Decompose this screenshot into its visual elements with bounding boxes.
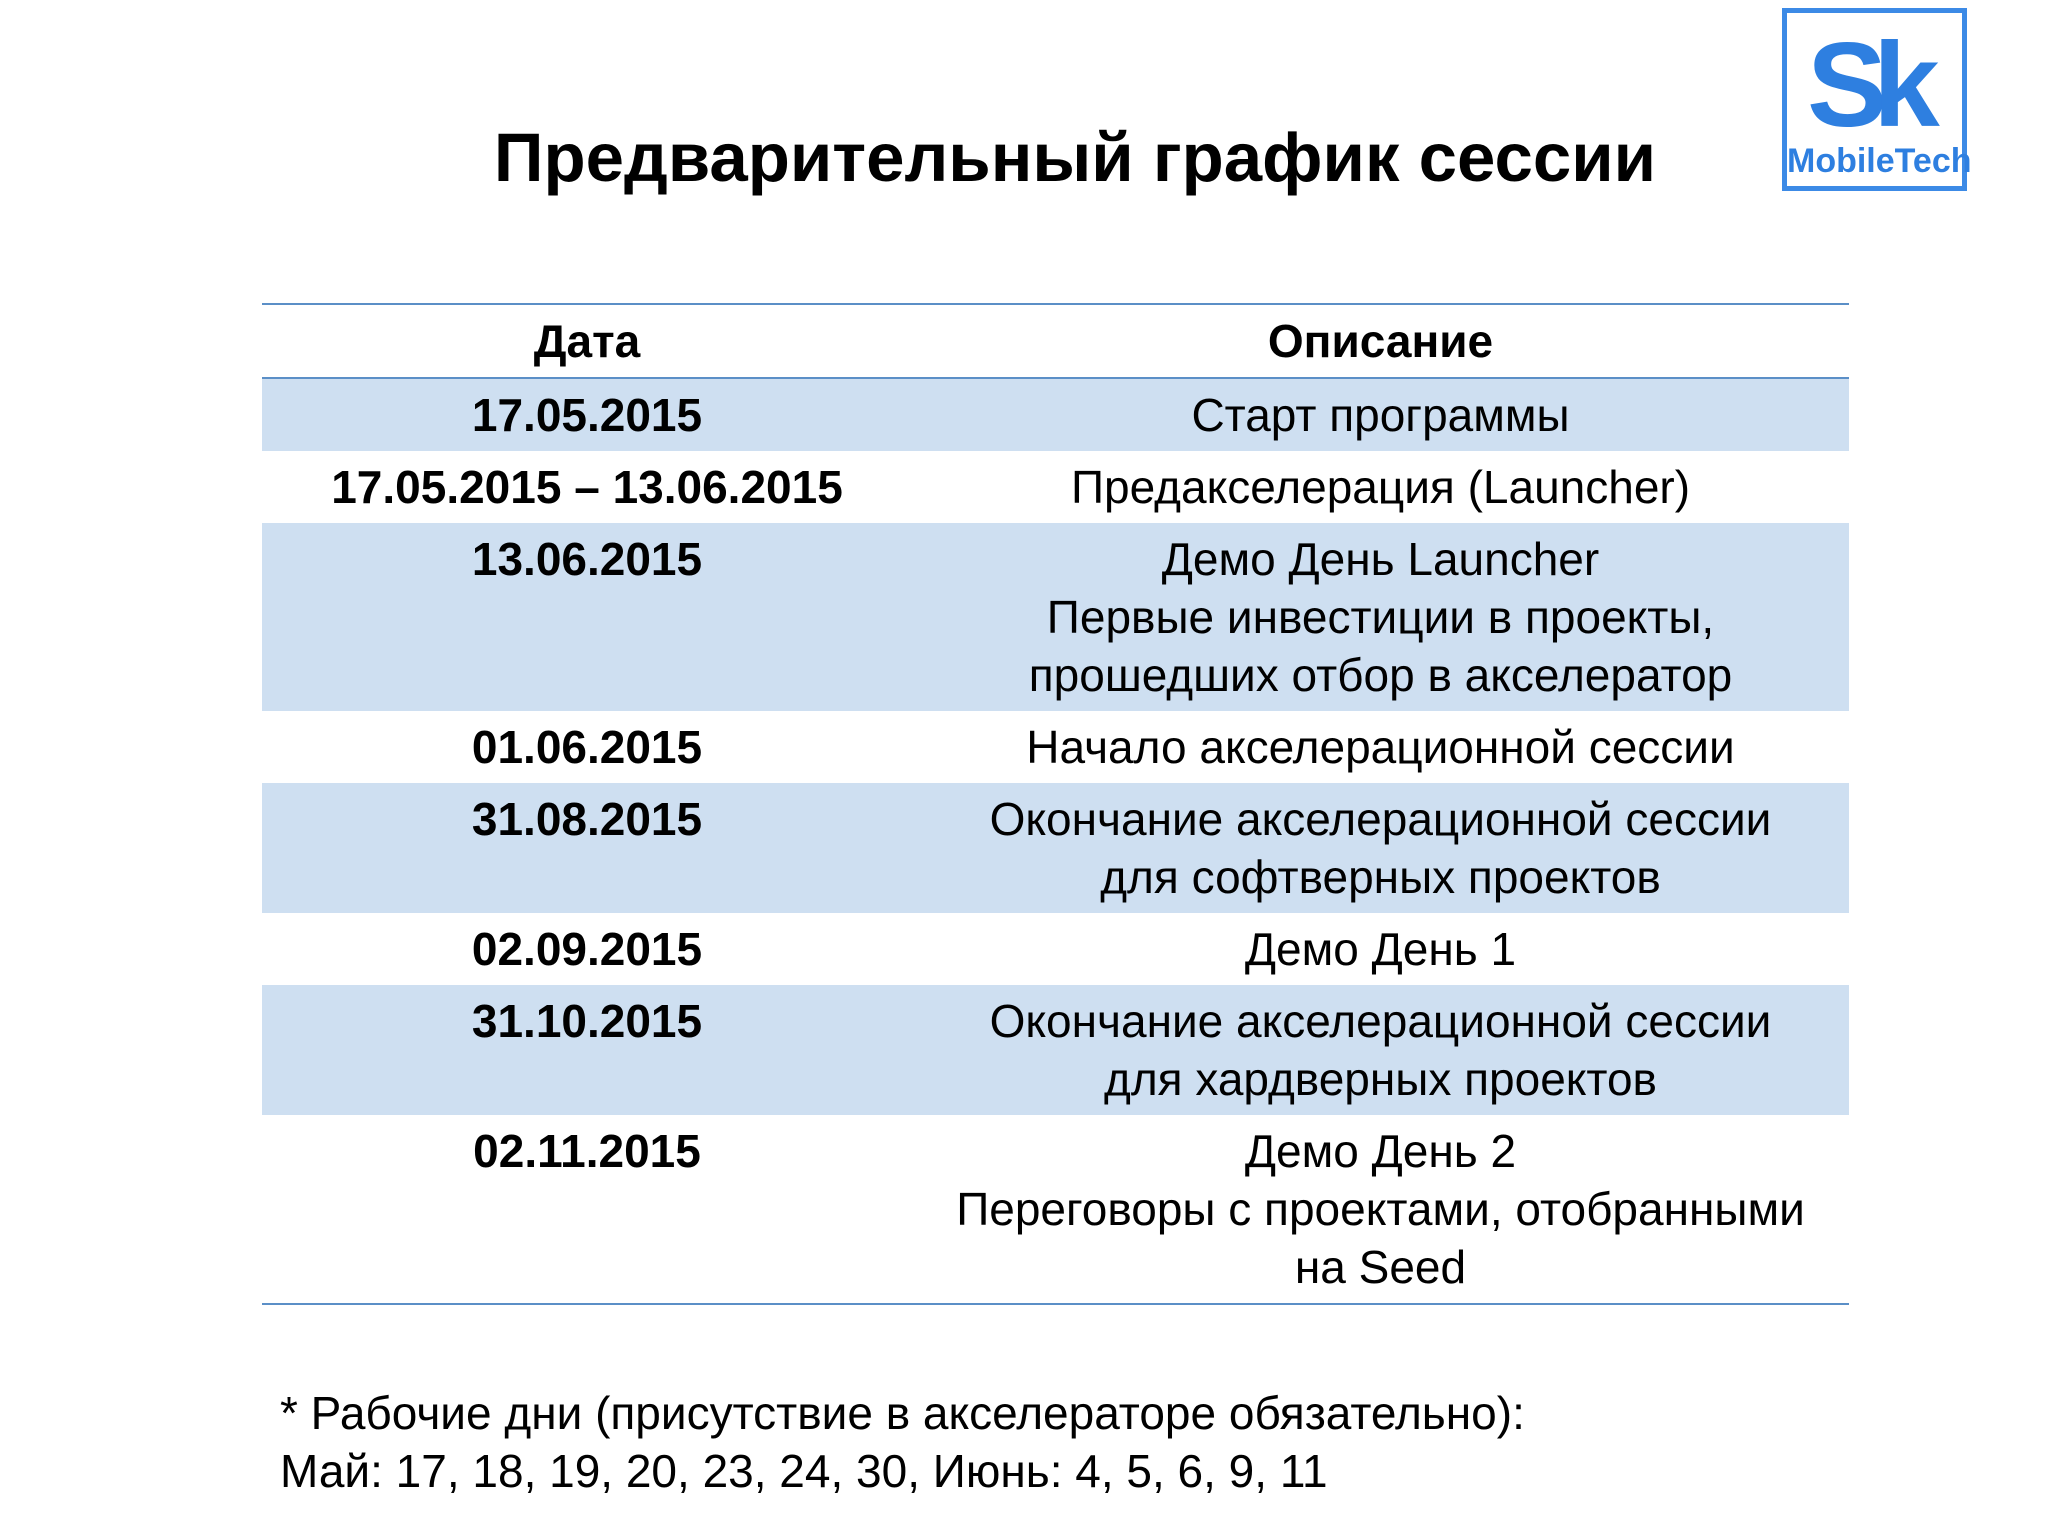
working-days-footnote bbox=[280, 1384, 1525, 1500]
row-description bbox=[912, 1115, 1849, 1304]
description-line: Переговоры с проектами, отобранными bbox=[956, 1183, 1805, 1235]
row-description bbox=[912, 378, 1849, 451]
description-line: прошедших отбор в акселератор bbox=[1028, 649, 1733, 701]
description-line: для хардверных проектов bbox=[1103, 1053, 1657, 1105]
row-date: 02.09.2015 bbox=[471, 923, 703, 975]
table-row bbox=[262, 985, 1849, 1115]
description-line: Окончание акселерационной сессии bbox=[989, 995, 1772, 1047]
description-line: Окончание акселерационной сессии bbox=[989, 793, 1772, 845]
description-line: Демо День 1 bbox=[1244, 923, 1517, 975]
table-row bbox=[262, 1115, 1849, 1304]
footnote-line-1: * Рабочие дни (присутствие в акселераторе обязательно): bbox=[280, 1387, 1525, 1439]
row-description bbox=[912, 451, 1849, 523]
table-header-row bbox=[262, 304, 1849, 378]
description-line: на Seed bbox=[1294, 1241, 1467, 1293]
row-date: 31.08.2015 bbox=[262, 783, 912, 913]
schedule-table bbox=[262, 303, 1849, 1305]
footnote-line-2: Май: 17, 18, 19, 20, 23, 24, 30, Июнь: 4, 5, 6, 9, 11 bbox=[280, 1445, 1328, 1497]
row-description bbox=[912, 913, 1849, 985]
row-description bbox=[912, 711, 1849, 783]
description-line: для софтверных проектов bbox=[1100, 851, 1661, 903]
description-line: Начало акселерационной сессии bbox=[1026, 721, 1735, 773]
row-date: 02.11.2015 bbox=[473, 1125, 701, 1177]
table-row bbox=[262, 378, 1849, 451]
row-description bbox=[912, 985, 1849, 1115]
header-description: Описание bbox=[1267, 315, 1494, 367]
slide-title: Предварительный график сессии bbox=[493, 119, 1657, 196]
description-line: Первые инвестиции в проекты, bbox=[1046, 591, 1715, 643]
row-date: 17.05.2015 bbox=[262, 378, 912, 451]
description-line: Предакселерация (Launcher) bbox=[1070, 461, 1691, 513]
table-row bbox=[262, 783, 1849, 913]
table-row bbox=[262, 711, 1849, 783]
table-row bbox=[262, 451, 1849, 523]
table-row bbox=[262, 913, 1849, 985]
description-line: Старт программы bbox=[1191, 389, 1570, 441]
row-date: 31.10.2015 bbox=[262, 985, 912, 1115]
sk-mobiletech-logo bbox=[1782, 8, 1972, 191]
logo-name: MobileTech bbox=[1787, 142, 1972, 180]
row-description bbox=[912, 523, 1849, 711]
table-row bbox=[262, 523, 1849, 711]
description-line: Демо День 2 bbox=[1244, 1125, 1517, 1177]
row-date: 17.05.2015 – 13.06.2015 bbox=[331, 461, 843, 513]
logo-mark: Sk bbox=[1807, 18, 1926, 152]
description-line: Демо День Launcher bbox=[1161, 533, 1600, 585]
row-date: 13.06.2015 bbox=[262, 523, 912, 711]
row-description bbox=[912, 783, 1849, 913]
row-date: 01.06.2015 bbox=[471, 721, 703, 773]
header-date: Дата bbox=[533, 315, 641, 367]
